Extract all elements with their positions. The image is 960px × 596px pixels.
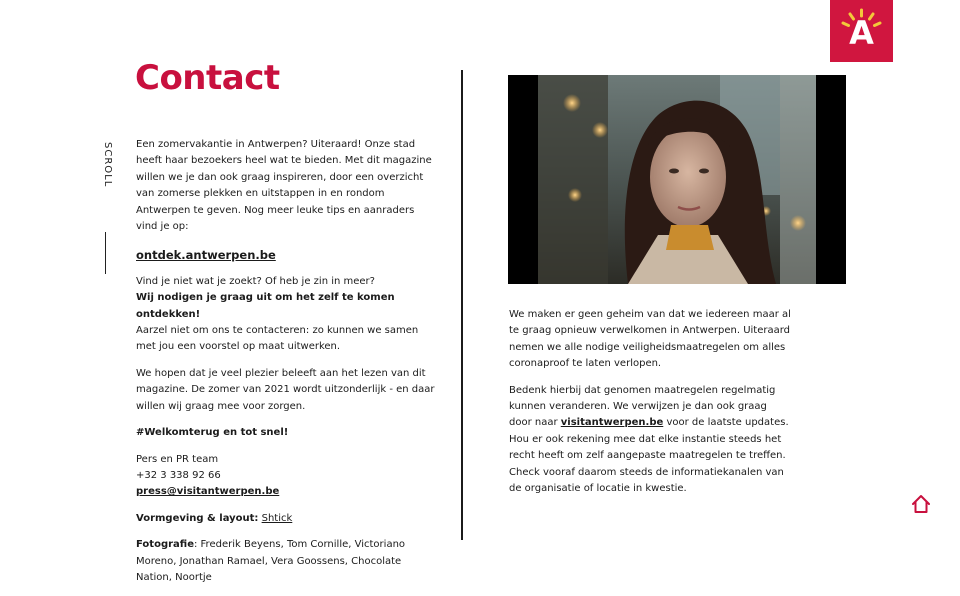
column-divider <box>461 70 463 540</box>
shtick-link[interactable]: Shtick <box>261 512 293 524</box>
intro-paragraph: Een zomervakantie in Antwerpen? Uiteraard! Onze stad heeft haar bezoekers heel wat te bieden. Met dit magazine willen we je dan ook graag inspireren, door een overzicht van zomerse plekken en uitstappen in en rondom Antwerpen te geven. Nog meer leuke tips en aanraders vind je op: <box>136 139 432 233</box>
contact-block <box>136 452 436 501</box>
design-credit <box>136 511 436 527</box>
measures-text-before: Bedenk hierbij dat genomen maatregelen regelmatig kunnen veranderen. We verwijzen je dan ook graag door naar <box>509 384 776 429</box>
ontdek-link[interactable]: ontdek.antwerpen.be <box>136 248 276 263</box>
phone-number: +32 3 338 92 66 <box>136 469 221 481</box>
portrait-photo <box>508 75 846 284</box>
measures-paragraph <box>509 383 791 498</box>
email-link[interactable]: press@visitantwerpen.be <box>136 486 280 498</box>
scroll-label: SCROLL <box>102 142 113 188</box>
antwerpen-logo[interactable] <box>830 0 893 62</box>
hashtag-text: #Welkomterug en tot snel! <box>136 427 289 439</box>
photo-credit <box>136 537 436 586</box>
design-label: Vormgeving & layout: <box>136 512 259 524</box>
portrait-illustration <box>508 75 846 284</box>
logo-letter: A <box>849 14 874 52</box>
invite-paragraph <box>136 274 436 356</box>
question-text: Vind je niet wat je zoekt? Of heb je zin in meer? <box>136 275 375 287</box>
scroll-line <box>105 232 106 274</box>
right-column <box>509 307 791 507</box>
visitantwerpen-link[interactable]: visitantwerpen.be <box>560 417 664 429</box>
measures-text-after: voor de laatste updates. Hou er ook rekening mee dat elke instantie steeds het recht heeft om zelf aangepaste maatregelen te treffen. Check vooraf daarom steeds de informatiekanalen van de organisatie of locatie in kwestie. <box>509 417 789 495</box>
welcome-paragraph: We maken er geen geheim van dat we iedereen maar al te graag opnieuw verwelkomen in Antwerpen. Uiteraard nemen we alle nodige veiligheidsmaatregelen om alles coronaproof te laten verlopen. <box>509 309 791 370</box>
left-column <box>136 137 436 596</box>
invite-rest-text: Aarzel niet om ons te contacteren: zo kunnen we samen met jou een voorstel op maat uitwerken. <box>136 325 419 353</box>
page-title: Contact <box>135 58 280 98</box>
photo-credits: : Frederik Beyens, Tom Cornille, Victoriano Moreno, Jonathan Ramael, Vera Goossens, Chocolate Nation, Noortje <box>136 539 406 583</box>
team-name: Pers en PR team <box>136 453 219 465</box>
invite-bold-text: Wij nodigen je graag uit om het zelf te komen ontdekken! <box>136 292 395 320</box>
photo-label: Fotografie <box>136 539 194 551</box>
hope-paragraph: We hopen dat je veel plezier beleeft aan het lezen van dit magazine. De zomer van 2021 wordt uitzonderlijk - en daar willen wij graag mee voor zorgen. <box>136 367 435 412</box>
home-icon[interactable] <box>910 493 932 515</box>
